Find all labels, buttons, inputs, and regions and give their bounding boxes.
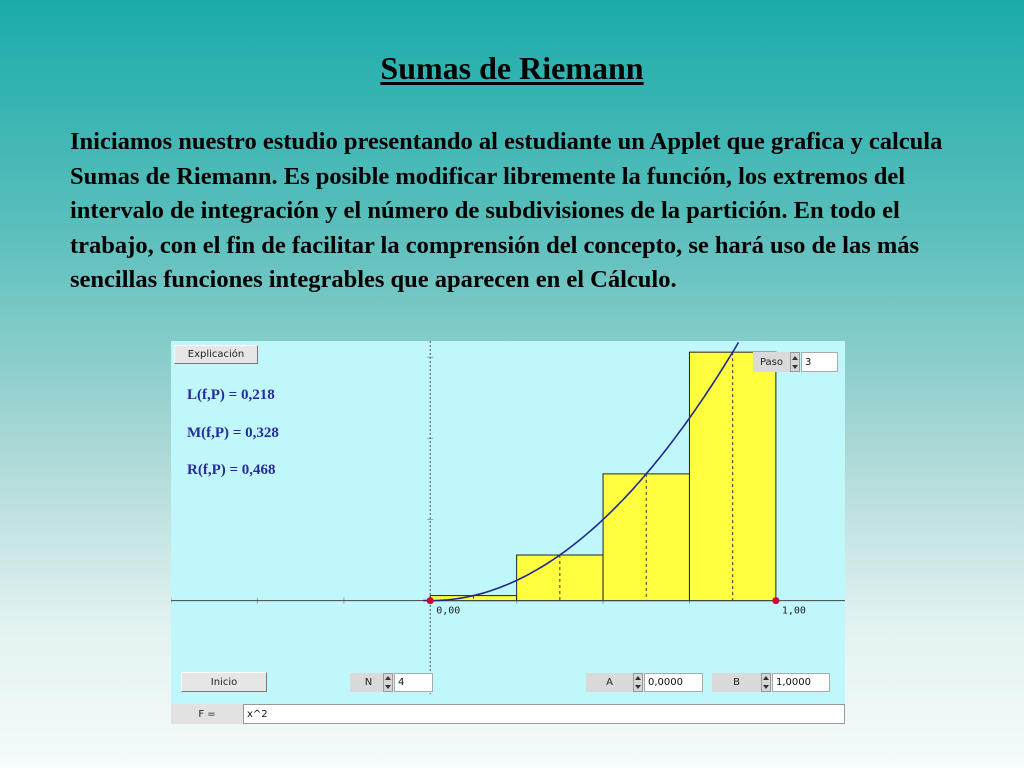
a-field[interactable]: 0,0000 xyxy=(644,673,703,692)
b-up-arrow-icon[interactable] xyxy=(762,674,770,683)
b-field[interactable]: 1,0000 xyxy=(772,673,830,692)
function-field[interactable]: x^2 xyxy=(243,704,845,724)
lower-sum-eq: = xyxy=(228,387,238,403)
b-down-arrow-icon[interactable] xyxy=(762,683,770,692)
a-down-arrow-icon[interactable] xyxy=(634,683,642,692)
endpoint-b-marker xyxy=(772,597,779,604)
n-label: N xyxy=(350,673,387,692)
a-up-arrow-icon[interactable] xyxy=(634,674,642,683)
step-down-arrow-icon[interactable] xyxy=(791,362,799,371)
step-label: Paso xyxy=(753,352,790,372)
upper-sum xyxy=(187,462,276,479)
a-label: A xyxy=(586,673,633,692)
middle-sum xyxy=(187,425,279,442)
b-label: B xyxy=(712,673,761,692)
n-spinner[interactable] xyxy=(383,673,393,692)
upper-sum-value: 0,468 xyxy=(241,462,276,478)
upper-sum-eq: = xyxy=(229,462,239,478)
middle-sum-eq: = xyxy=(232,425,242,441)
n-field[interactable]: 4 xyxy=(394,673,433,692)
explanation-button[interactable]: Explicación xyxy=(174,345,258,364)
start-button[interactable]: Inicio xyxy=(181,672,267,692)
a-spinner[interactable] xyxy=(633,673,643,692)
intro-paragraph: Iniciamos nuestro estudio presentando al estudiante un Applet que grafica y calcula Sumas de Riemann. Es posible modificar libremente la función, los extremos del intervalo de integración y el número de subdivisiones de la partición. En todo el trabajo, con el fin de facilitar la comprensión del concepto, se hará uso de las más sencillas funciones integrables que aparecen en el Cálculo. xyxy=(70,128,943,293)
upper-sum-label: R(f,P) xyxy=(187,462,226,478)
lower-sum-value: 0,218 xyxy=(240,387,275,403)
middle-sum-value: 0,328 xyxy=(245,425,279,441)
riemann-applet[interactable] xyxy=(171,341,845,724)
endpoint-a-marker xyxy=(427,597,434,604)
lower-sum-label: L(f,P) xyxy=(187,387,225,403)
step-field[interactable]: 3 xyxy=(801,352,838,372)
function-label: F = xyxy=(171,704,243,724)
middle-sum-label: M(f,P) xyxy=(187,425,230,441)
lower-sum xyxy=(187,387,275,404)
x-tick-label: 0,00 xyxy=(436,605,461,617)
x-tick-label: 1,00 xyxy=(781,605,806,617)
b-spinner[interactable] xyxy=(761,673,771,692)
step-spinner[interactable] xyxy=(790,352,800,372)
slide-title: Sumas de Riemann xyxy=(380,50,644,86)
n-down-arrow-icon[interactable] xyxy=(384,683,392,692)
n-up-arrow-icon[interactable] xyxy=(384,674,392,683)
step-up-arrow-icon[interactable] xyxy=(791,353,799,362)
